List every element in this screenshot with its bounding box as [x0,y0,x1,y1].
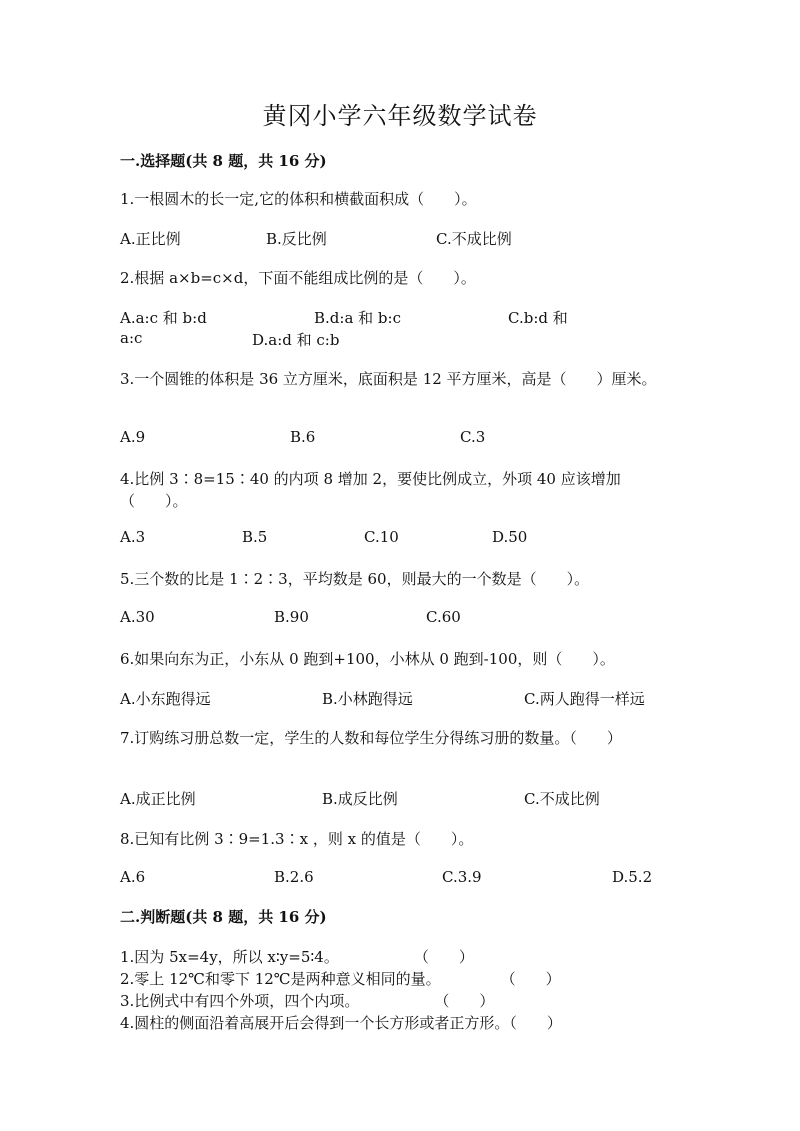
q8-option-d: D.5.2 [612,868,653,886]
page-title: 黄冈小学六年级数学试卷 [262,102,538,130]
q3-option-c: C.3 [460,428,486,446]
q5-option-a: A.30 [120,608,155,626]
q2-option-c: C.b:d 和 [508,309,568,327]
q6-option-c: C.两人跑得一样远 [524,690,645,708]
q5-option-b: B.90 [274,608,309,626]
q4-option-a: A.3 [120,528,146,546]
q5-option-c: C.60 [426,608,461,626]
q6-option-b: B.小林跑得远 [322,690,413,708]
q7-option-b: B.成反比例 [322,790,398,808]
q1-option-c: C.不成比例 [436,230,512,248]
question-1-stem: 1.一根圆木的长一定,它的体积和横截面积成（ ）。 [120,190,477,208]
q1-option-a: A.正比例 [120,230,181,248]
q8-option-b: B.2.6 [274,868,314,886]
question-8-stem: 8.已知有比例 3∶9=1.3∶x ，则 x 的值是（ ）。 [120,830,474,848]
q2-option-c-continued: a:c [120,329,143,347]
q7-option-c: C.不成比例 [524,790,600,808]
q3-option-a: A.9 [120,428,146,446]
q4-option-d: D.50 [492,528,528,546]
section-heading-choice: 一.选择题(共 8 题，共 16 分) [120,152,327,170]
q4-option-b: B.5 [242,528,268,546]
question-6-stem: 6.如果向东为正，小东从 0 跑到+100，小林从 0 跑到-100，则（ ）。 [120,650,615,668]
q2-option-a: A.a:c 和 b:d [120,309,207,327]
q6-option-a: A.小东跑得远 [120,690,211,708]
q7-option-a: A.成正比例 [120,790,196,808]
judgement-1: 1.因为 5x=4y，所以 x∶y=5∶4。 （ ） [120,948,474,966]
question-5-stem: 5.三个数的比是 1∶2∶3，平均数是 60，则最大的一个数是（ ）。 [120,570,590,588]
q1-option-b: B.反比例 [266,230,327,248]
q8-option-c: C.3.9 [442,868,482,886]
question-7-stem: 7.订购练习册总数一定，学生的人数和每位学生分得练习册的数量。（ ） [120,729,622,747]
q2-option-d: D.a:d 和 c:b [252,331,340,349]
question-2-stem: 2.根据 a×b=c×d，下面不能组成比例的是（ ）。 [120,269,476,287]
judgement-4: 4.圆柱的侧面沿着高展开后会得到一个长方形或者正方形。（ ） [120,1014,562,1032]
question-3-stem: 3.一个圆锥的体积是 36 立方厘米，底面积是 12 平方厘米，高是（ ）厘米。 [120,370,657,388]
q2-option-b: B.d:a 和 b:c [314,309,401,327]
q8-option-a: A.6 [120,868,146,886]
judgement-2: 2.零上 12℃和零下 12℃是两种意义相同的量。 （ ） [120,970,561,988]
section-heading-judgement: 二.判断题(共 8 题，共 16 分) [120,908,327,926]
question-4-stem: 4.比例 3∶8=15∶40 的内项 8 增加 2，要使比例成立，外项 40 应该增加（ ）。 [120,470,621,510]
q3-option-b: B.6 [290,428,316,446]
q4-option-c: C.10 [364,528,399,546]
judgement-3: 3.比例式中有四个外项，四个内项。 （ ） [120,992,495,1010]
